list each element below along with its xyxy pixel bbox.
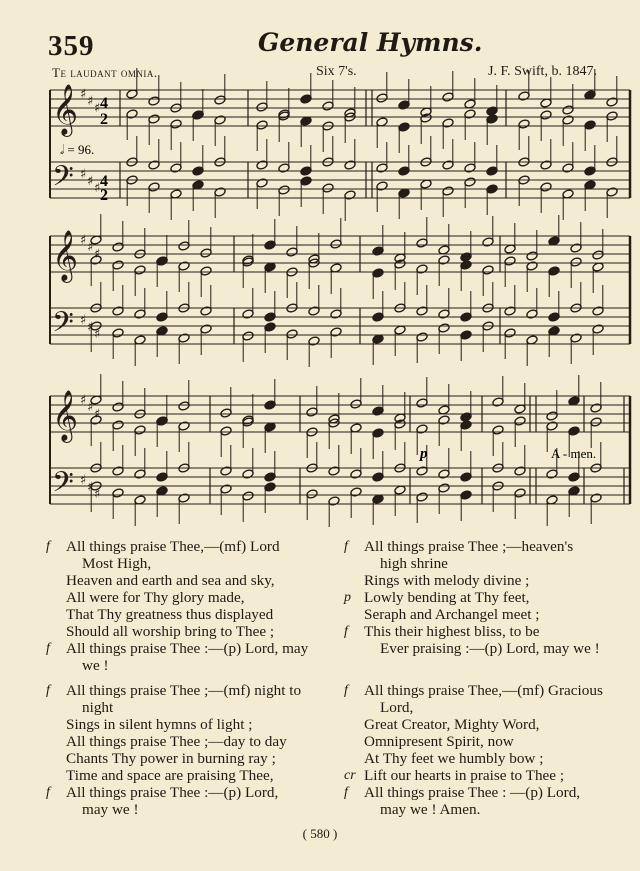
verse-text: Seraph and Archangel meet ; <box>364 606 540 623</box>
note-head <box>372 268 384 278</box>
note-head <box>278 185 290 195</box>
note-head <box>148 160 160 170</box>
note-head <box>548 312 560 322</box>
note-head <box>308 306 320 316</box>
note-head <box>242 309 254 319</box>
sharp-icon: ♯ <box>94 487 101 502</box>
note-head <box>256 120 268 130</box>
note-head <box>606 187 618 197</box>
note-head <box>264 240 276 250</box>
verse-text: Chants Thy power in burning ray ; <box>66 750 276 767</box>
note-head <box>438 255 450 265</box>
note-head <box>178 493 190 503</box>
verse-text: night <box>82 699 114 716</box>
note-head <box>464 109 476 119</box>
note-head <box>514 466 526 476</box>
note-head <box>540 110 552 120</box>
note-head <box>460 490 472 500</box>
note-head <box>350 399 362 409</box>
note-head <box>518 91 530 101</box>
note-head <box>322 101 334 111</box>
time-signature-top: 4 <box>100 95 108 112</box>
verse-4 <box>346 682 638 818</box>
verse-line <box>346 606 638 623</box>
note-head <box>308 336 320 346</box>
verse-text: may we ! <box>82 801 139 818</box>
note-head <box>178 333 190 343</box>
note-head <box>540 160 552 170</box>
sharp-icon: ♯ <box>94 181 101 196</box>
sharp-icon: ♯ <box>80 473 87 488</box>
note-head <box>562 115 574 125</box>
note-head <box>192 110 204 120</box>
verse-text: All things praise Thee ;—day to day <box>66 733 287 750</box>
note-head <box>568 472 580 482</box>
sharp-icon: ♯ <box>80 167 87 182</box>
note-head <box>256 102 268 112</box>
treble-clef-icon: 𝄞 <box>52 230 79 281</box>
note-head <box>256 178 268 188</box>
verse-line <box>346 699 638 716</box>
verse-line <box>48 657 348 674</box>
note-head <box>286 329 298 339</box>
note-head <box>264 472 276 482</box>
verse-text: That Thy greatness thus displayed <box>66 606 274 623</box>
note-head <box>438 483 450 493</box>
note-head <box>592 306 604 316</box>
time-signature-bottom: 2 <box>100 111 108 128</box>
verse-text: Most High, <box>82 555 152 572</box>
note-head <box>178 421 190 431</box>
sharp-icon: ♯ <box>87 94 94 109</box>
note-head <box>376 93 388 103</box>
note-head <box>398 122 410 132</box>
verse-text: Great Creator, Mighty Word, <box>364 716 540 733</box>
verse-line <box>346 767 638 784</box>
verse-text: All things praise Thee,—(mf) Gracious <box>364 682 603 699</box>
note-head <box>546 469 558 479</box>
time-signature-top-bass: 4 <box>100 173 108 190</box>
note-head <box>200 324 212 334</box>
note-head <box>568 426 580 436</box>
note-head <box>416 332 428 342</box>
verse-line <box>48 538 348 555</box>
treble-clef-icon: 𝄞 <box>52 84 79 135</box>
verse-line <box>346 801 638 818</box>
note-head <box>438 309 450 319</box>
note-head <box>192 166 204 176</box>
sharp-icon: ♯ <box>87 480 94 495</box>
verse-line <box>48 699 348 716</box>
dynamic-mark: cr <box>344 768 356 783</box>
composer: J. F. Swift, b. 1847. <box>488 64 597 79</box>
note-head <box>148 96 160 106</box>
verse-text: may we ! Amen. <box>380 801 481 818</box>
note-head <box>330 239 342 249</box>
note-head <box>540 182 552 192</box>
verse-line <box>346 682 638 699</box>
note-head <box>590 403 602 413</box>
verse-line <box>346 750 638 767</box>
sharp-icon: ♯ <box>87 400 94 415</box>
note-head <box>504 328 516 338</box>
note-head <box>170 163 182 173</box>
note-head <box>606 111 618 121</box>
note-head <box>416 398 428 408</box>
note-head <box>214 115 226 125</box>
note-head <box>492 397 504 407</box>
note-head <box>300 176 312 186</box>
verse-line <box>48 640 348 657</box>
staff-systems <box>50 68 630 527</box>
note-head <box>570 243 582 253</box>
note-head <box>438 469 450 479</box>
note-head <box>306 489 318 499</box>
verse-line <box>48 555 348 572</box>
verse-text: All things praise Thee : —(p) Lord, <box>364 784 581 801</box>
note-head <box>398 100 410 110</box>
amen-lyric: A - men. <box>551 446 597 461</box>
note-head <box>398 166 410 176</box>
verse-text: Lift our hearts in praise to Thee ; <box>364 767 565 784</box>
verse-text: All things praise Thee ;—(mf) night to <box>66 682 302 699</box>
dynamic-mark: f <box>46 641 50 656</box>
note-head <box>526 251 538 261</box>
sharp-icon: ♯ <box>80 393 87 408</box>
note-head <box>112 242 124 252</box>
note-head <box>590 417 602 427</box>
note-head <box>126 109 138 119</box>
note-head <box>178 241 190 251</box>
verse-line <box>346 538 638 555</box>
note-head <box>178 401 190 411</box>
sharp-icon: ♯ <box>80 233 87 248</box>
note-head <box>482 237 494 247</box>
sharp-icon: ♯ <box>80 87 87 102</box>
bass-clef-icon: 𝄢 <box>52 466 74 506</box>
verse-text: Time and space are praising Thee, <box>66 767 274 784</box>
meter: Six 7's. <box>316 64 357 79</box>
note-head <box>416 466 428 476</box>
note-head <box>416 264 428 274</box>
note-head <box>220 408 232 418</box>
note-head <box>134 265 146 275</box>
note-head <box>416 238 428 248</box>
note-head <box>464 177 476 187</box>
verse-line <box>48 767 348 784</box>
verse-line <box>48 682 348 699</box>
note-head <box>584 166 596 176</box>
note-head <box>416 306 428 316</box>
sharp-icon: ♯ <box>94 327 101 342</box>
note-head <box>372 472 384 482</box>
section-title: General Hymns. <box>258 28 483 57</box>
verse-line <box>346 784 638 801</box>
bass-clef-icon: 𝄢 <box>52 306 74 346</box>
verse-line <box>346 572 638 589</box>
note-head <box>300 94 312 104</box>
note-head <box>546 421 558 431</box>
note-head <box>112 466 124 476</box>
note-head <box>486 166 498 176</box>
note-head <box>200 266 212 276</box>
verse-text: All things praise Thee :—(p) Lord, may <box>66 640 309 657</box>
note-head <box>372 428 384 438</box>
verse-line <box>48 606 348 623</box>
verse-text: All things praise Thee,—(mf) Lord <box>66 538 280 555</box>
note-head <box>264 312 276 322</box>
note-head <box>264 400 276 410</box>
hymn-number: 359 <box>48 30 95 62</box>
verse-line <box>48 801 348 818</box>
sharp-icon: ♯ <box>94 407 101 422</box>
note-head <box>486 114 498 124</box>
note-head <box>592 250 604 260</box>
note-head <box>460 420 472 430</box>
verse-text: All were for Thy glory made, <box>66 589 245 606</box>
note-head <box>416 424 428 434</box>
note-head <box>220 426 232 436</box>
verse-2 <box>346 538 638 657</box>
note-head <box>330 327 342 337</box>
verse-line <box>48 733 348 750</box>
sharp-icon: ♯ <box>87 174 94 189</box>
note-head <box>148 114 160 124</box>
sharp-icon: ♯ <box>87 240 94 255</box>
note-head <box>460 312 472 322</box>
note-head <box>416 492 428 502</box>
verse-line <box>346 589 638 606</box>
note-head <box>330 309 342 319</box>
note-head <box>306 407 318 417</box>
note-head <box>134 425 146 435</box>
note-head <box>322 183 334 193</box>
note-head <box>328 496 340 506</box>
verse-text: At Thy feet we humbly bow ; <box>364 750 544 767</box>
dynamic-mark: f <box>344 624 348 639</box>
note-head <box>584 120 596 130</box>
note-head <box>438 415 450 425</box>
note-head <box>214 95 226 105</box>
note-head <box>562 163 574 173</box>
verse-text: we ! <box>82 657 109 674</box>
note-head <box>442 118 454 128</box>
note-head <box>376 181 388 191</box>
note-head <box>242 491 254 501</box>
verse-text: This their highest bliss, to be <box>364 623 540 640</box>
note-head <box>350 469 362 479</box>
note-head <box>156 416 168 426</box>
note-head <box>278 163 290 173</box>
note-head <box>570 333 582 343</box>
note-head <box>300 166 312 176</box>
note-head <box>526 261 538 271</box>
note-head <box>486 184 498 194</box>
metronome-marking: 𝅗𝅥 = 96. <box>60 142 95 157</box>
verse-3 <box>48 682 348 818</box>
sharp-icon: ♯ <box>94 247 101 262</box>
verse-text: All things praise Thee :—(p) Lord, <box>66 784 279 801</box>
verse-text: Lowly bending at Thy feet, <box>364 589 530 606</box>
sharp-icon: ♯ <box>80 313 87 328</box>
verse-1 <box>48 538 348 674</box>
verse-text: Heaven and earth and sea and sky, <box>66 572 275 589</box>
note-head <box>514 416 526 426</box>
note-head <box>112 488 124 498</box>
note-head <box>112 328 124 338</box>
note-head <box>148 182 160 192</box>
verse-text: All things praise Thee ;—heaven's <box>364 538 574 555</box>
dynamic-mark: f <box>344 683 348 698</box>
verse-text: Omnipresent Spirit, now <box>364 733 514 750</box>
verse-line <box>346 640 638 657</box>
note-head <box>242 331 254 341</box>
verse-line <box>48 716 348 733</box>
dynamic-p: p <box>420 446 428 462</box>
verse-line <box>48 572 348 589</box>
note-head <box>546 411 558 421</box>
verse-line <box>48 784 348 801</box>
dynamic-mark: f <box>344 539 348 554</box>
note-head <box>112 260 124 270</box>
verse-text: high shrine <box>380 555 448 572</box>
note-head <box>442 92 454 102</box>
dynamic-mark: f <box>46 785 50 800</box>
note-head <box>156 256 168 266</box>
time-signature-bottom-bass: 2 <box>100 187 108 204</box>
note-head <box>460 260 472 270</box>
note-head <box>464 163 476 173</box>
note-head <box>460 472 472 482</box>
note-head <box>504 306 516 316</box>
note-head <box>592 324 604 334</box>
sharp-icon: ♯ <box>87 320 94 335</box>
verse-line <box>346 733 638 750</box>
verse-line <box>48 623 348 640</box>
sharp-icon: ♯ <box>94 101 101 116</box>
verse-text: Rings with melody divine ; <box>364 572 530 589</box>
note-head <box>372 246 384 256</box>
verse-line <box>48 589 348 606</box>
note-head <box>376 163 388 173</box>
note-head <box>442 160 454 170</box>
note-head <box>134 309 146 319</box>
note-head <box>438 323 450 333</box>
dynamic-mark: f <box>46 683 50 698</box>
verse-line <box>346 555 638 572</box>
note-head <box>156 312 168 322</box>
note-head <box>264 322 276 332</box>
note-head <box>112 420 124 430</box>
note-head <box>156 472 168 482</box>
note-head <box>514 488 526 498</box>
note-head <box>242 469 254 479</box>
note-head <box>460 330 472 340</box>
treble-clef-icon: 𝄞 <box>52 390 79 441</box>
note-head <box>112 306 124 316</box>
note-head <box>372 312 384 322</box>
note-head <box>264 482 276 492</box>
note-head <box>562 105 574 115</box>
note-head <box>350 487 362 497</box>
verse-line <box>346 716 638 733</box>
note-head <box>442 186 454 196</box>
verse-text: Lord, <box>380 699 414 716</box>
note-head <box>220 466 232 476</box>
note-head <box>256 160 268 170</box>
note-head <box>518 119 530 129</box>
note-head <box>606 97 618 107</box>
note-head <box>344 190 356 200</box>
bass-clef-icon: 𝄢 <box>52 160 74 200</box>
dynamic-mark: f <box>46 539 50 554</box>
note-head <box>526 309 538 319</box>
note-head <box>112 402 124 412</box>
verse-text: Ever praising :—(p) Lord, may we ! <box>380 640 600 657</box>
note-head <box>286 247 298 257</box>
note-head <box>590 493 602 503</box>
note-head <box>214 187 226 197</box>
note-head <box>492 425 504 435</box>
note-head <box>200 248 212 258</box>
note-head <box>344 160 356 170</box>
verse-text: Sings in silent hymns of light ; <box>66 716 253 733</box>
page-number: ( 580 ) <box>302 826 338 841</box>
verse-text: Should all worship bring to Thee ; <box>66 623 275 640</box>
note-head <box>134 469 146 479</box>
dynamic-mark: p <box>344 590 351 605</box>
note-head <box>504 256 516 266</box>
note-head <box>482 265 494 275</box>
verse-line <box>346 623 638 640</box>
note-head <box>200 306 212 316</box>
note-head <box>548 266 560 276</box>
note-head <box>372 406 384 416</box>
note-head <box>178 261 190 271</box>
verse-line <box>48 750 348 767</box>
tune-name: Te laudant omnia. <box>52 65 158 80</box>
note-head <box>570 257 582 267</box>
dynamic-mark: f <box>344 785 348 800</box>
note-head <box>220 484 232 494</box>
note-head <box>328 466 340 476</box>
note-head <box>170 119 182 129</box>
